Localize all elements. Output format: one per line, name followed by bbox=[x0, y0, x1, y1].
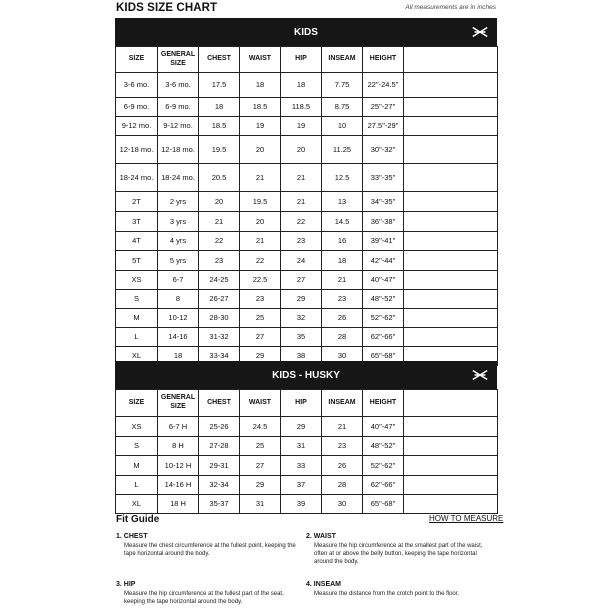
table-cell: 21 bbox=[322, 417, 363, 437]
table-cell: 18.5 bbox=[240, 98, 281, 117]
table-cell: 5T bbox=[116, 251, 158, 271]
table-row bbox=[116, 117, 498, 136]
table-cell: 14-16 bbox=[158, 328, 199, 347]
table-cell: 31-32 bbox=[199, 328, 240, 347]
table-cell: 20 bbox=[240, 136, 281, 164]
table-cell: 27 bbox=[240, 328, 281, 347]
table-cell: 18 bbox=[322, 251, 363, 271]
table-cell: XL bbox=[116, 495, 158, 514]
page-title: KIDS SIZE CHART bbox=[116, 2, 218, 14]
table-cell: 25-26 bbox=[199, 417, 240, 437]
table-cell: 3 yrs bbox=[158, 212, 199, 232]
empty-cell bbox=[404, 73, 498, 98]
fit-guide-title: Fit Guide bbox=[116, 514, 160, 525]
husky-table-header bbox=[115, 361, 497, 389]
table-cell: 22"-24.5" bbox=[363, 73, 404, 98]
table-header-row bbox=[116, 47, 498, 73]
table-cell: 6-7 H bbox=[158, 417, 199, 437]
husky-size-table bbox=[115, 361, 497, 514]
table-cell: 8 H bbox=[158, 437, 199, 456]
table-row bbox=[116, 251, 498, 271]
table-cell: 19 bbox=[281, 117, 322, 136]
table-cell: 20 bbox=[281, 136, 322, 164]
table-cell: 65"-68" bbox=[363, 347, 404, 366]
table-cell: 18 bbox=[158, 347, 199, 366]
table-cell: 8 bbox=[158, 290, 199, 309]
table-cell: 21 bbox=[281, 164, 322, 192]
table-cell: 36"-38" bbox=[363, 212, 404, 232]
crossed-lines-logo-icon bbox=[471, 366, 489, 384]
table-cell: 62"-66" bbox=[363, 328, 404, 347]
table-cell: 4 yrs bbox=[158, 232, 199, 251]
table-row bbox=[116, 212, 498, 232]
husky-table-title: KIDS - HUSKY bbox=[272, 369, 340, 381]
table-row bbox=[116, 476, 498, 495]
table-header-row bbox=[116, 390, 498, 417]
table-cell: 35-37 bbox=[199, 495, 240, 514]
table-row bbox=[116, 192, 498, 212]
table-cell: 9-12 mo. bbox=[116, 117, 158, 136]
table-cell: 30 bbox=[322, 347, 363, 366]
table-cell: XL bbox=[116, 347, 158, 366]
table-cell: 37 bbox=[281, 476, 322, 495]
table-row bbox=[116, 417, 498, 437]
column-header: INSEAM bbox=[322, 390, 363, 417]
empty-cell bbox=[404, 495, 498, 514]
table-cell: 25"-27" bbox=[363, 98, 404, 117]
table-cell: 11.25 bbox=[322, 136, 363, 164]
table-cell: 24-25 bbox=[199, 271, 240, 290]
kids-table-grid bbox=[115, 46, 498, 366]
table-cell: 13 bbox=[322, 192, 363, 212]
table-cell: 34"-35" bbox=[363, 192, 404, 212]
table-cell: 28 bbox=[322, 476, 363, 495]
table-cell: L bbox=[116, 476, 158, 495]
empty-cell bbox=[404, 456, 498, 476]
table-cell: 19 bbox=[240, 117, 281, 136]
table-cell: 9-12 mo. bbox=[158, 117, 199, 136]
empty-cell bbox=[404, 437, 498, 456]
table-row bbox=[116, 164, 498, 192]
guide-item-hip bbox=[116, 581, 306, 606]
empty-cell bbox=[404, 417, 498, 437]
table-cell: 30 bbox=[322, 495, 363, 514]
table-cell: 29 bbox=[281, 290, 322, 309]
table-row bbox=[116, 328, 498, 347]
table-cell: 18-24 mo. bbox=[158, 164, 199, 192]
guide-item-text: Measure the chest circumference at the fullest point, keeping the tape horizontal around the body. bbox=[124, 543, 296, 558]
table-cell: 21 bbox=[281, 192, 322, 212]
table-cell: 3-6 mo. bbox=[158, 73, 199, 98]
guide-item-head: 1. CHEST bbox=[116, 533, 148, 540]
table-cell: 17.5 bbox=[199, 73, 240, 98]
table-cell: 24 bbox=[281, 251, 322, 271]
table-cell: 30"-32" bbox=[363, 136, 404, 164]
table-cell: 31 bbox=[281, 437, 322, 456]
table-cell: 21 bbox=[240, 164, 281, 192]
table-cell: 14.5 bbox=[322, 212, 363, 232]
table-cell: XS bbox=[116, 271, 158, 290]
how-to-measure-link[interactable]: HOW TO MEASURE bbox=[429, 514, 504, 523]
guide-item-head: 3. HIP bbox=[116, 581, 136, 588]
table-cell: 18 bbox=[199, 98, 240, 117]
column-header: WAIST bbox=[240, 47, 281, 73]
table-cell: 3-6 mo. bbox=[116, 73, 158, 98]
table-cell: 48"-52" bbox=[363, 290, 404, 309]
empty-cell bbox=[404, 212, 498, 232]
table-cell: XS bbox=[116, 417, 158, 437]
table-cell: 25 bbox=[240, 437, 281, 456]
table-cell: 2T bbox=[116, 192, 158, 212]
table-cell: 48"-52" bbox=[363, 437, 404, 456]
table-cell: M bbox=[116, 309, 158, 328]
table-cell: 28 bbox=[322, 328, 363, 347]
column-header: GENERAL SIZE bbox=[158, 47, 199, 73]
table-cell: 10 bbox=[322, 117, 363, 136]
column-header: SIZE bbox=[116, 390, 158, 417]
table-cell: 21 bbox=[240, 232, 281, 251]
kids-size-table bbox=[115, 18, 497, 366]
table-cell: 23 bbox=[281, 232, 322, 251]
table-cell: S bbox=[116, 290, 158, 309]
table-cell: 18 H bbox=[158, 495, 199, 514]
table-cell: 18.5 bbox=[199, 117, 240, 136]
table-cell: M bbox=[116, 456, 158, 476]
column-header: HIP bbox=[281, 47, 322, 73]
table-cell: 8.75 bbox=[322, 98, 363, 117]
table-cell: 31 bbox=[240, 495, 281, 514]
empty-cell bbox=[404, 164, 498, 192]
kids-table-header bbox=[115, 18, 497, 46]
table-cell: 118.5 bbox=[281, 98, 322, 117]
guide-item-text: Measure the hip circumference at the smallest part of the waist, often at or above the belly button, keeping the tape horizontal around the body. bbox=[314, 543, 483, 566]
column-header: WAIST bbox=[240, 390, 281, 417]
table-cell: 26 bbox=[322, 309, 363, 328]
table-cell: 12-18 mo. bbox=[116, 136, 158, 164]
table-cell: 40"-47" bbox=[363, 417, 404, 437]
table-cell: 35 bbox=[281, 328, 322, 347]
table-cell: 23 bbox=[199, 251, 240, 271]
table-cell: 23 bbox=[322, 437, 363, 456]
table-cell: 26-27 bbox=[199, 290, 240, 309]
column-header: CHEST bbox=[199, 390, 240, 417]
table-cell: 7.75 bbox=[322, 73, 363, 98]
table-cell: 10-12 H bbox=[158, 456, 199, 476]
table-cell: 26 bbox=[322, 456, 363, 476]
table-row bbox=[116, 290, 498, 309]
table-row bbox=[116, 98, 498, 117]
guide-item-chest bbox=[116, 533, 306, 558]
empty-cell bbox=[404, 328, 498, 347]
table-row bbox=[116, 437, 498, 456]
empty-cell bbox=[404, 309, 498, 328]
table-cell: 18 bbox=[281, 73, 322, 98]
empty-cell bbox=[404, 251, 498, 271]
table-cell: 22 bbox=[199, 232, 240, 251]
table-cell: 12-18 mo. bbox=[158, 136, 199, 164]
column-header: CHEST bbox=[199, 47, 240, 73]
table-cell: 42"-44" bbox=[363, 251, 404, 271]
table-cell: 40"-47" bbox=[363, 271, 404, 290]
table-cell: 27.5"-29" bbox=[363, 117, 404, 136]
empty-cell bbox=[404, 290, 498, 309]
table-cell: 32-34 bbox=[199, 476, 240, 495]
empty-cell bbox=[404, 192, 498, 212]
table-cell: 3T bbox=[116, 212, 158, 232]
table-cell: 14-16 H bbox=[158, 476, 199, 495]
table-cell: 52"-62" bbox=[363, 309, 404, 328]
table-cell: 25 bbox=[240, 309, 281, 328]
column-header: INSEAM bbox=[322, 47, 363, 73]
table-cell: 39 bbox=[281, 495, 322, 514]
guide-item-inseam bbox=[306, 581, 496, 598]
guide-item-head: 2. WAIST bbox=[306, 533, 336, 540]
table-cell: 27-28 bbox=[199, 437, 240, 456]
table-cell: 22 bbox=[240, 251, 281, 271]
table-cell: 39"-41" bbox=[363, 232, 404, 251]
table-cell: 18 bbox=[240, 73, 281, 98]
table-cell: 33"-35" bbox=[363, 164, 404, 192]
table-cell: L bbox=[116, 328, 158, 347]
empty-cell bbox=[404, 98, 498, 117]
table-row bbox=[116, 73, 498, 98]
measurement-note: All measurements are in inches bbox=[405, 4, 496, 11]
crossed-lines-logo-icon bbox=[471, 23, 489, 41]
table-cell: 21 bbox=[322, 271, 363, 290]
table-cell: 33-34 bbox=[199, 347, 240, 366]
table-row bbox=[116, 309, 498, 328]
table-cell: 29-31 bbox=[199, 456, 240, 476]
table-cell: 62"-66" bbox=[363, 476, 404, 495]
column-header: HEIGHT bbox=[363, 47, 404, 73]
table-cell: 65"-68" bbox=[363, 495, 404, 514]
table-cell: 20 bbox=[199, 192, 240, 212]
empty-cell bbox=[404, 476, 498, 495]
table-cell: S bbox=[116, 437, 158, 456]
table-cell: 16 bbox=[322, 232, 363, 251]
table-cell: 20.5 bbox=[199, 164, 240, 192]
table-cell: 5 yrs bbox=[158, 251, 199, 271]
empty-cell bbox=[404, 271, 498, 290]
table-cell: 6-7 bbox=[158, 271, 199, 290]
table-cell: 4T bbox=[116, 232, 158, 251]
empty-cell bbox=[404, 232, 498, 251]
husky-table-grid bbox=[115, 389, 498, 514]
table-cell: 10-12 bbox=[158, 309, 199, 328]
table-cell: 29 bbox=[240, 347, 281, 366]
guide-item-head: 4. INSEAM bbox=[306, 581, 342, 588]
table-cell: 6-9 mo. bbox=[116, 98, 158, 117]
table-row bbox=[116, 495, 498, 514]
table-row bbox=[116, 271, 498, 290]
table-row bbox=[116, 136, 498, 164]
table-cell: 32 bbox=[281, 309, 322, 328]
table-cell: 21 bbox=[199, 212, 240, 232]
table-cell: 18-24 mo. bbox=[116, 164, 158, 192]
table-cell: 52"-62" bbox=[363, 456, 404, 476]
empty-cell bbox=[404, 136, 498, 164]
table-cell: 29 bbox=[240, 476, 281, 495]
column-header: SIZE bbox=[116, 47, 158, 73]
guide-item-waist bbox=[306, 533, 496, 566]
table-row bbox=[116, 456, 498, 476]
table-cell: 19.5 bbox=[199, 136, 240, 164]
guide-item-text: Measure the distance from the crotch point to the floor. bbox=[314, 591, 460, 597]
table-cell: 29 bbox=[281, 417, 322, 437]
table-cell: 2 yrs bbox=[158, 192, 199, 212]
table-cell: 19.5 bbox=[240, 192, 281, 212]
table-cell: 22 bbox=[281, 212, 322, 232]
empty-cell bbox=[404, 390, 498, 417]
guide-item-text: Measure the hip circumference at the fullest part of the seat, keeping the tape horizontal around the body. bbox=[124, 591, 284, 606]
empty-cell bbox=[404, 47, 498, 73]
column-header: GENERAL SIZE bbox=[158, 390, 199, 417]
table-cell: 22.5 bbox=[240, 271, 281, 290]
table-cell: 28-30 bbox=[199, 309, 240, 328]
table-cell: 24.5 bbox=[240, 417, 281, 437]
table-cell: 20 bbox=[240, 212, 281, 232]
table-cell: 38 bbox=[281, 347, 322, 366]
empty-cell bbox=[404, 117, 498, 136]
table-cell: 33 bbox=[281, 456, 322, 476]
table-cell: 23 bbox=[322, 290, 363, 309]
table-row bbox=[116, 232, 498, 251]
table-cell: 6-9 mo. bbox=[158, 98, 199, 117]
table-cell: 27 bbox=[281, 271, 322, 290]
table-cell: 12.5 bbox=[322, 164, 363, 192]
table-cell: 27 bbox=[240, 456, 281, 476]
kids-table-title: KIDS bbox=[294, 26, 318, 38]
column-header: HEIGHT bbox=[363, 390, 404, 417]
column-header: HIP bbox=[281, 390, 322, 417]
table-cell: 23 bbox=[240, 290, 281, 309]
